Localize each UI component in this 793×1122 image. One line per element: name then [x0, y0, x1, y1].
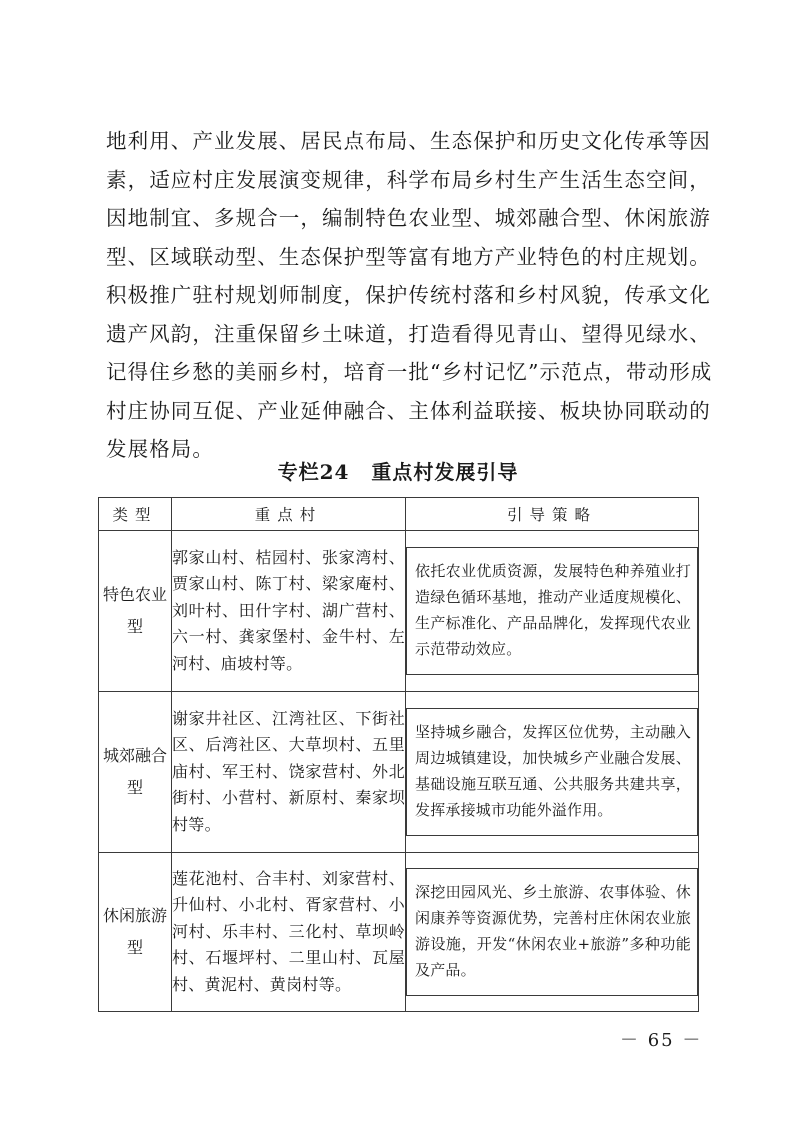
body-paragraph [106, 122, 713, 469]
table-row [99, 531, 699, 692]
header-villages: 重点村 [172, 498, 406, 531]
page-number: － 65 － [620, 1030, 703, 1051]
village-type: 城郊融合型 [99, 692, 172, 853]
header-type: 类型 [99, 498, 172, 531]
body-line: 因地制宜、多规合一，编制特色农业型、城郊融合型、休闲旅游 [106, 206, 711, 230]
village-type: 特色农业型 [99, 531, 172, 692]
body-line: 村庄协同互促、产业延伸融合、主体利益联接、板块协同联动的 [106, 398, 711, 423]
strategy-text: 依托农业优质资源，发展特色种养殖业打造绿色循环基地，推动产业适度规模化、生产标准化、产品品牌化，发挥现代农业示范带动效应。 [406, 547, 698, 675]
body-line: 积极推广驻村规划师制度，保护传统村落和乡村风貌，传承文化 [106, 283, 711, 307]
table-row [99, 692, 699, 853]
village-list: 莲花池村、合丰村、刘家营村、升仙村、小北村、胥家营村、小河村、乐丰村、三化村、草坝岭村、石堰坪村、二里山村、瓦屋村、黄泥村、黄岗村等。 [172, 853, 406, 1012]
village-type: 休闲旅游型 [99, 853, 172, 1012]
box-number: 专栏24 [277, 460, 350, 484]
header-strategy: 引导策略 [406, 498, 699, 531]
table-row [99, 853, 699, 1012]
body-line: 遗产风韵，注重保留乡土味道，打造看得见青山、望得见绿水、 [106, 321, 711, 346]
village-list: 谢家井社区、江湾社区、下街社区、后湾社区、大草坝村、五里庙村、军王村、饶家营村、外北街村、小营村、新原村、秦家坝村等。 [172, 692, 406, 853]
box-title-text: 重点村发展引导 [371, 460, 519, 484]
strategy-cell [406, 853, 699, 1012]
box-title [98, 456, 698, 485]
body-line: 型、区域联动型、生态保护型等富有地方产业特色的村庄规划。 [106, 244, 711, 269]
strategy-text: 深挖田园风光、乡土旅游、农事体验、休闲康养等资源优势，完善村庄休闲农业旅游设施，开发“休闲农业+旅游”多种功能及产品。 [406, 868, 698, 996]
strategy-cell [406, 531, 699, 692]
body-line: 素，适应村庄发展演变规律，科学布局乡村生产生活生态空间， [106, 167, 711, 192]
strategy-cell [406, 692, 699, 853]
key-village-table [98, 497, 699, 1012]
body-line: 记得住乡愁的美丽乡村，培育一批“乡村记忆”示范点，带动形成 [106, 360, 713, 384]
village-list: 郭家山村、桔园村、张家湾村、贾家山村、陈丁村、梁家庵村、刘叶村、田什字村、湖广营村、六一村、龚家堡村、金牛村、左河村、庙坡村等。 [172, 531, 406, 692]
table-header-row [99, 498, 699, 531]
strategy-text: 坚持城乡融合，发挥区位优势，主动融入周边城镇建设，加快城乡产业融合发展、基础设施互联互通、公共服务共建共享，发挥承接城市功能外溢作用。 [406, 708, 698, 836]
body-line: 发展格局。 [106, 437, 214, 461]
body-line: 地利用、产业发展、居民点布局、生态保护和历史文化传承等因 [106, 129, 711, 153]
